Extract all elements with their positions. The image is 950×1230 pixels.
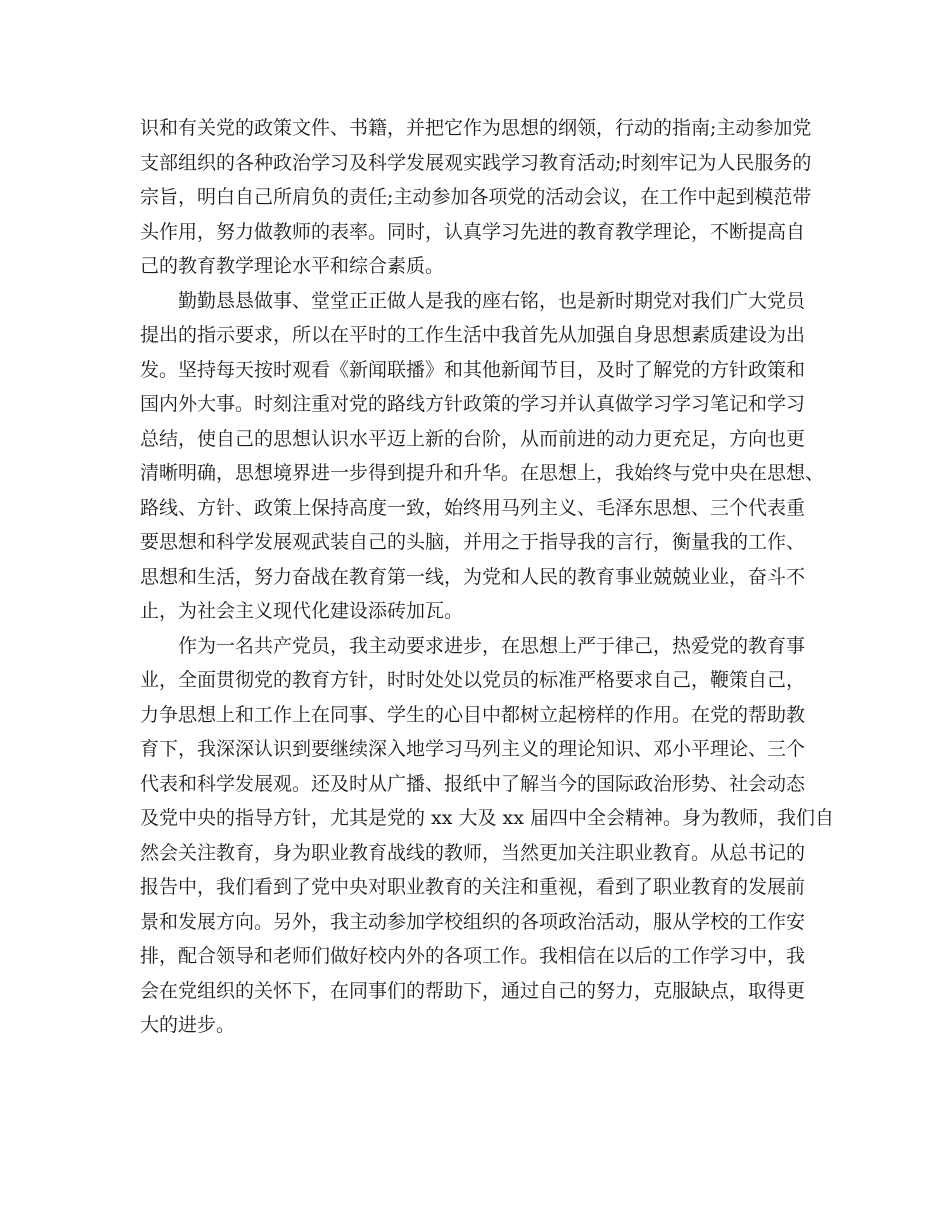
text-line: 然会关注教育，身为职业教育战线的教师，当然更加关注职业教育。从总书记的 bbox=[140, 841, 806, 864]
text-line: 发。坚持每天按时观看《新闻联播》和其他新闻节目，及时了解党的方针政策和 bbox=[140, 358, 806, 381]
text-line: 国内外大事。时刻注重对党的路线方针政策的学习并认真做学习学习笔记和学习 bbox=[140, 393, 806, 415]
document-body bbox=[140, 111, 835, 1043]
text-line: 路线、方针、政策上保持高度一致，始终用马列主义、毛泽东思想、三个代表重 bbox=[140, 496, 806, 519]
paragraph bbox=[140, 284, 825, 629]
text-line: 及党中央的指导方针，尤其是党的 xx 大及 xx 届四中全会精神。身为教师，我们自 bbox=[140, 807, 835, 829]
text-line: 宗旨，明白自己所肩负的责任;主动参加各项党的活动会议，在工作中起到模范带 bbox=[140, 186, 812, 208]
text-line: 报告中，我们看到了党中央对职业教育的关注和重视，看到了职业教育的发展前 bbox=[140, 876, 806, 898]
text-line: 提出的指示要求，所以在平时的工作生活中我首先从加强自身思想素质建设为出 bbox=[140, 324, 806, 346]
text-line: 力争思想上和工作上在同事、学生的心目中都树立起榜样的作用。在党的帮助教 bbox=[140, 703, 806, 726]
text-line: 大的进步。 bbox=[140, 1014, 236, 1036]
text-line: 清晰明确，思想境界进一步得到提升和升华。在思想上，我始终与党中央在思想、 bbox=[140, 462, 825, 484]
text-line: 业，全面贯彻党的教育方针，时时处处以党员的标准严格要求自己，鞭策自己， bbox=[140, 669, 806, 691]
text-line: 己的教育教学理论水平和综合素质。 bbox=[140, 255, 445, 277]
text-line: 支部组织的各种政治学习及科学发展观实践学习教育活动;时刻牢记为人民服务的 bbox=[140, 151, 812, 174]
text-line: 思想和生活，努力奋战在教育第一线，为党和人民的教育事业兢兢业业，奋斗不 bbox=[140, 565, 806, 588]
text-line: 排，配合领导和老师们做好校内外的各项工作。我相信在以后的工作学习中，我 bbox=[140, 945, 806, 967]
text-line: 止，为社会主义现代化建设添砖加瓦。 bbox=[140, 600, 464, 622]
paragraph bbox=[140, 111, 812, 284]
text-line: 代表和科学发展观。还及时从广播、报纸中了解当今的国际政治形势、社会动态 bbox=[140, 772, 806, 795]
text-line: 要思想和科学发展观武装自己的头脑，并用之于指导我的言行，衡量我的工作、 bbox=[140, 531, 806, 553]
paragraph bbox=[140, 629, 835, 1043]
text-line: 景和发展方向。另外，我主动参加学校组织的各项政治活动，服从学校的工作安 bbox=[140, 910, 806, 933]
text-line: 勤勤恳恳做事、堂堂正正做人是我的座右铭，也是新时期党对我们广大党员 bbox=[178, 289, 806, 312]
text-line: 作为一名共产党员，我主动要求进步，在思想上严于律己，热爱党的教育事 bbox=[178, 634, 806, 657]
text-line: 识和有关党的政策文件、书籍，并把它作为思想的纲领，行动的指南;主动参加党 bbox=[140, 117, 812, 139]
text-line: 会在党组织的关怀下，在同事们的帮助下，通过自己的努力，克服缺点，取得更 bbox=[140, 979, 806, 1002]
text-line: 总结，使自己的思想认识水平迈上新的台阶，从而前进的动力更充足，方向也更 bbox=[140, 427, 806, 450]
text-line: 头作用，努力做教师的表率。同时，认真学习先进的教育教学理论，不断提高自 bbox=[140, 220, 806, 243]
text-line: 育下，我深深认识到要继续深入地学习马列主义的理论知识、邓小平理论、三个 bbox=[140, 738, 806, 760]
